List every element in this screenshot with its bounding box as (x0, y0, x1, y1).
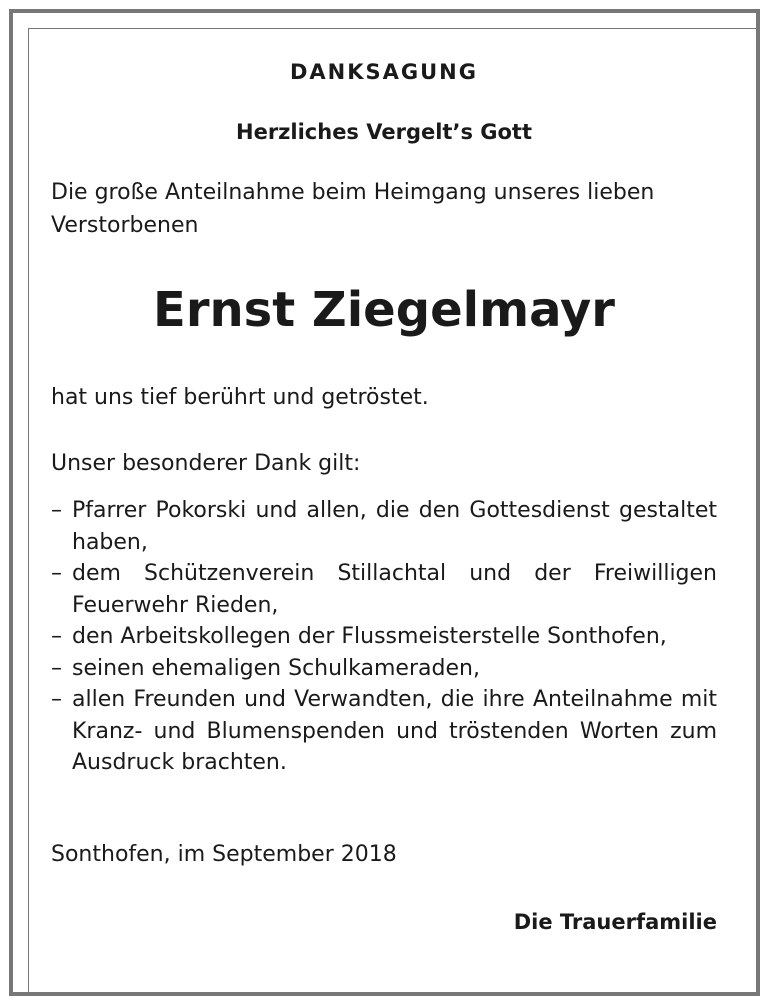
list-item-text: den Arbeitskollegen der Flussmeisterstelle Sonthofen, (72, 624, 667, 649)
thanks-list (51, 495, 717, 779)
notice-subtitle: Herzliches Vergelt’s Gott (236, 120, 532, 144)
bullet-dash: – (51, 498, 62, 523)
list-item-text: dem Schützenverein Stillachtal und der Freiwilligen Feuerwehr Rieden, (72, 561, 717, 618)
bullet-dash: – (51, 624, 62, 649)
deceased-name: Ernst Ziegelmayr (153, 282, 615, 338)
thanks-lead: Unser besonderer Dank gilt: (51, 451, 361, 476)
list-item (51, 684, 717, 779)
list-item (51, 558, 717, 621)
list-item (51, 653, 717, 685)
list-item-text: seinen ehemaligen Schulkameraden, (72, 655, 480, 681)
moved-text: hat uns tief berührt und getröstet. (51, 385, 429, 410)
list-item-text: Pfarrer Pokorski und allen, die den Gottesdienst gestaltet haben, (72, 498, 717, 555)
intro-text: Die große Anteilnahme beim Heimgang unseres lieben Verstorbenen (51, 180, 655, 238)
list-item (51, 621, 717, 653)
bullet-dash: – (51, 687, 62, 712)
notice-title: DANKSAGUNG (289, 60, 478, 84)
place-date: Sonthofen, im September 2018 (51, 842, 397, 867)
bullet-dash: – (51, 561, 62, 586)
bullet-dash: – (51, 655, 62, 681)
signature: Die Trauerfamilie (513, 910, 717, 934)
list-item-text: allen Freunden und Verwandten, die ihre Anteilnahme mit Kranz- und Blumenspenden und tröstenden Worten zum Ausdruck brachten. (72, 687, 717, 775)
list-item (51, 495, 717, 558)
